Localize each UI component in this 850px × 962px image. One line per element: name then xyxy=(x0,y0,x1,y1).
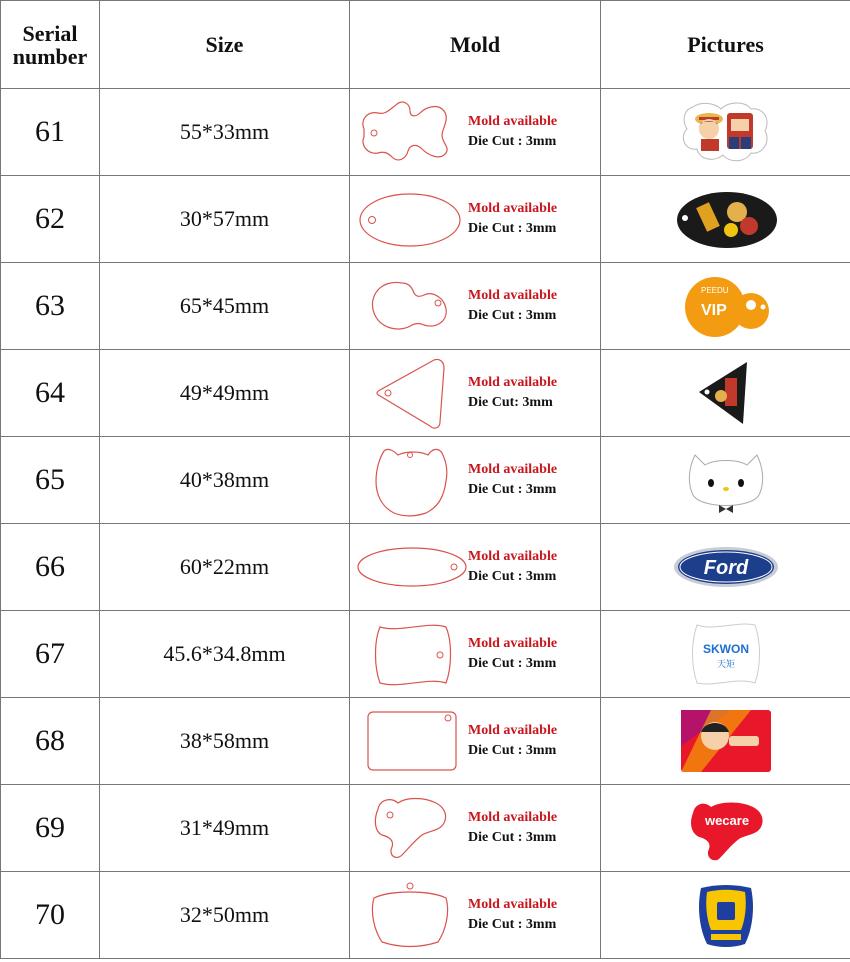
mold-cell xyxy=(350,524,601,611)
serial-number: 61 xyxy=(1,89,100,176)
size-value: 65*45mm xyxy=(100,263,350,350)
table-row xyxy=(1,611,850,698)
mold-available-label: Mold available xyxy=(468,114,558,129)
mold-available-label: Mold available xyxy=(468,897,558,912)
size-value: 32*50mm xyxy=(100,872,350,959)
wecare-brand-text: wecare xyxy=(704,813,749,828)
serial-number: 65 xyxy=(1,437,100,524)
mold-oval-shape xyxy=(350,176,468,262)
orange-vip-gourd-tag-image xyxy=(671,271,781,341)
header-serial-line1: Serial xyxy=(22,20,78,46)
size-value: 55*33mm xyxy=(100,89,350,176)
picture-cell xyxy=(601,437,850,524)
mold-cell xyxy=(350,437,601,524)
hello-kitty-head-tag-image xyxy=(671,445,781,515)
table-row xyxy=(1,437,850,524)
die-cut-label: Die Cut : 3mm xyxy=(468,830,557,845)
picture-cell xyxy=(601,872,850,959)
skwon-brand-text: SKWON xyxy=(702,642,749,656)
table-row xyxy=(1,263,850,350)
die-cut-label: Die Cut : 3mm xyxy=(468,917,557,932)
mold-cell xyxy=(350,350,601,437)
picture-cell xyxy=(601,263,850,350)
die-cut-label: Die Cut : 3mm xyxy=(468,221,557,236)
mold-available-label: Mold available xyxy=(468,636,558,651)
header-size: Size xyxy=(100,1,350,89)
header-pictures: Pictures xyxy=(601,1,850,89)
blue-yellow-badge-tag-image xyxy=(671,880,781,950)
serial-number: 69 xyxy=(1,785,100,872)
vip-text: VIP xyxy=(700,302,727,319)
table-row xyxy=(1,524,850,611)
mold-available-label: Mold available xyxy=(468,462,558,477)
serial-number: 63 xyxy=(1,263,100,350)
table-row xyxy=(1,176,850,263)
mold-triangle-shape xyxy=(350,350,468,436)
mold-available-label: Mold available xyxy=(468,288,558,303)
die-cut-label: Die Cut : 3mm xyxy=(468,482,557,497)
header-serial-line2: number xyxy=(12,43,88,69)
serial-number: 64 xyxy=(1,350,100,437)
mold-cell xyxy=(350,263,601,350)
mold-cell xyxy=(350,698,601,785)
die-cut-label: Die Cut : 3mm xyxy=(468,569,557,584)
table-row xyxy=(1,89,850,176)
mold-cell xyxy=(350,89,601,176)
table-row xyxy=(1,872,850,959)
mold-glove-shape xyxy=(350,785,468,871)
wecare-red-glove-tag-image xyxy=(671,793,781,863)
mold-available-label: Mold available xyxy=(468,375,558,390)
mold-available-label: Mold available xyxy=(468,549,558,564)
cartoon-character-tag-image xyxy=(671,97,781,167)
die-cut-label: Die Cut : 3mm xyxy=(468,656,557,671)
mold-cell xyxy=(350,872,601,959)
picture-cell xyxy=(601,176,850,263)
size-value: 38*58mm xyxy=(100,698,350,785)
mold-rounded-rect-shape xyxy=(350,698,468,784)
skwon-white-tag-image xyxy=(671,619,781,689)
size-value: 40*38mm xyxy=(100,437,350,524)
ford-brand-text: Ford xyxy=(703,557,748,579)
size-value: 60*22mm xyxy=(100,524,350,611)
serial-number: 66 xyxy=(1,524,100,611)
mold-available-label: Mold available xyxy=(468,810,558,825)
mold-cell xyxy=(350,176,601,263)
size-value: 31*49mm xyxy=(100,785,350,872)
die-cut-label: Die Cut : 3mm xyxy=(468,743,557,758)
serial-number: 68 xyxy=(1,698,100,785)
serial-number: 67 xyxy=(1,611,100,698)
mold-available-label: Mold available xyxy=(468,201,558,216)
picture-cell xyxy=(601,524,850,611)
picture-cell xyxy=(601,785,850,872)
mold-cell xyxy=(350,785,601,872)
black-triangle-tag-image xyxy=(671,358,781,428)
table-row xyxy=(1,698,850,785)
die-cut-label: Die Cut : 3mm xyxy=(468,308,557,323)
skwon-sub-text: 天矩 xyxy=(716,659,735,669)
red-cartoon-rect-tag-image xyxy=(671,706,781,776)
dark-oval-cartoon-tag-image xyxy=(671,184,781,254)
mold-available-label: Mold available xyxy=(468,723,558,738)
picture-cell xyxy=(601,89,850,176)
die-cut-label: Die Cut : 3mm xyxy=(468,134,557,149)
mold-fish-shape xyxy=(350,89,468,175)
table-row xyxy=(1,350,850,437)
picture-cell xyxy=(601,698,850,785)
size-value: 49*49mm xyxy=(100,350,350,437)
serial-number: 62 xyxy=(1,176,100,263)
mold-cell xyxy=(350,611,601,698)
header-mold: Mold xyxy=(350,1,601,89)
size-value: 45.6*34.8mm xyxy=(100,611,350,698)
header-serial xyxy=(1,1,100,89)
mold-cat-head-shape xyxy=(350,437,468,523)
serial-number: 70 xyxy=(1,872,100,959)
peedu-brand-text: PEEDU xyxy=(700,286,729,295)
mold-gourd-shape xyxy=(350,263,468,349)
size-value: 30*57mm xyxy=(100,176,350,263)
die-cut-label: Die Cut: 3mm xyxy=(468,395,553,410)
mold-trapezoid-shape xyxy=(350,872,468,958)
mold-wavy-rect-shape xyxy=(350,611,468,697)
picture-cell xyxy=(601,611,850,698)
picture-cell xyxy=(601,350,850,437)
header-row xyxy=(1,1,850,89)
table-row xyxy=(1,785,850,872)
mold-flat-oval-shape xyxy=(350,524,468,610)
ford-oval-tag-image xyxy=(671,532,781,602)
